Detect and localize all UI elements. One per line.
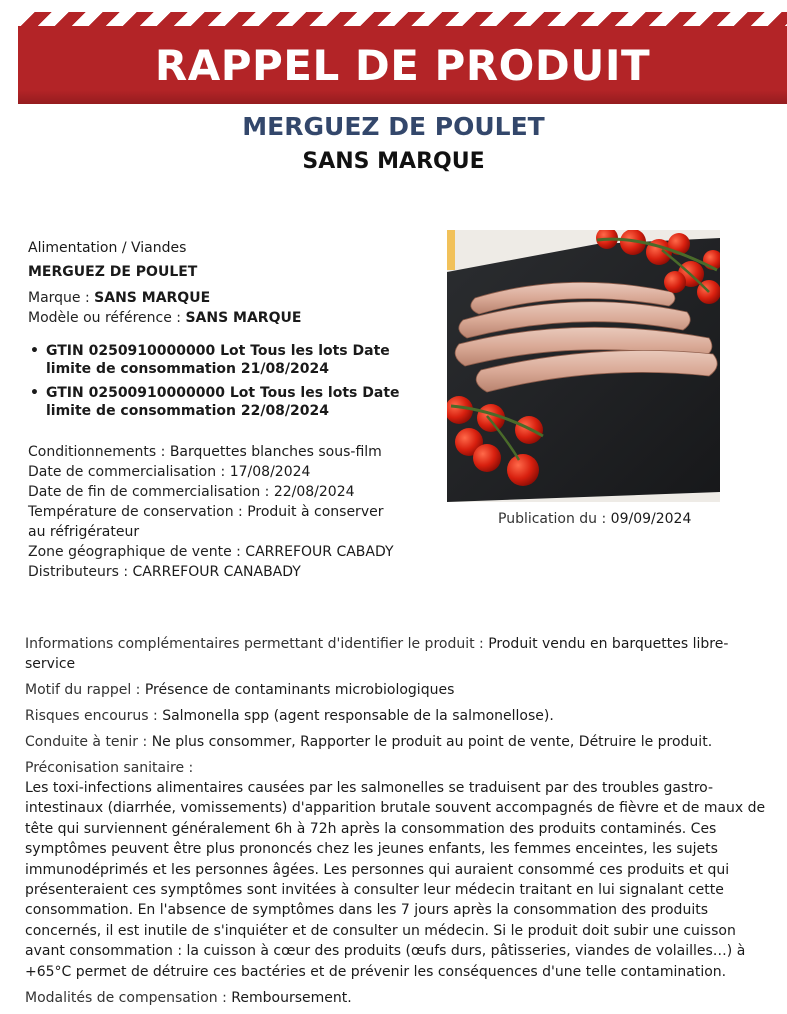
date-com-value: 17/08/2024	[229, 464, 311, 480]
motif-value: Présence de contaminants microbiologiques	[144, 682, 455, 698]
distributeurs-label: Distributeurs :	[28, 564, 133, 580]
banner-stripes	[18, 12, 787, 26]
product-photo	[447, 230, 720, 502]
modalites-value: Remboursement.	[231, 990, 352, 1007]
modele-label: Modèle ou référence :	[28, 310, 186, 326]
infos-label: Informations complémentaires permettant d'identifier le produit :	[25, 636, 489, 652]
risques-value: Salmonella spp (agent responsable de la salmonellose).	[162, 708, 554, 724]
date-fin-value: 22/08/2024	[273, 484, 355, 500]
temperature-label: Température de conservation :	[28, 504, 248, 520]
gtin-list	[28, 342, 413, 420]
distributeurs-value: CARREFOUR CANABADY	[132, 564, 301, 580]
motif-row	[25, 680, 775, 700]
marque-row	[28, 288, 413, 308]
info-product-name: MERGUEZ DE POULET	[28, 264, 198, 280]
temperature-value: Produit à conserver au réfrigérateur	[28, 504, 384, 540]
motif-label: Motif du rappel :	[25, 682, 145, 698]
modele-row	[28, 308, 413, 328]
infos-row	[25, 634, 775, 674]
product-brand-heading: SANS MARQUE	[302, 149, 485, 174]
conduite-value: Ne plus consommer, Rapporter le produit au point de vente, Détruire le produit.	[151, 734, 713, 750]
temperature-row	[28, 502, 388, 542]
date-com-row	[28, 462, 413, 482]
product-details	[28, 442, 413, 582]
recall-details	[25, 634, 775, 1014]
conditionnements-label: Conditionnements :	[28, 444, 170, 460]
publication-label: Publication du :	[498, 511, 611, 527]
infos-value: Produit vendu en barquettes libre-service	[25, 636, 729, 672]
conduite-label: Conduite à tenir :	[25, 734, 152, 750]
banner-title: RAPPEL DE PRODUIT	[154, 41, 651, 90]
conditionnements-value: Barquettes blanches sous-film	[169, 444, 382, 460]
risques-label: Risques encourus :	[25, 708, 163, 724]
marque-value: SANS MARQUE	[94, 290, 211, 306]
conduite-row	[25, 732, 775, 752]
recall-banner	[18, 12, 787, 104]
risques-row	[25, 706, 775, 726]
date-fin-row	[28, 482, 413, 502]
conditionnements-row	[28, 442, 413, 462]
zone-row	[28, 542, 413, 562]
zone-label: Zone géographique de vente :	[28, 544, 246, 560]
zone-value: CARREFOUR CABADY	[245, 544, 394, 560]
modele-value: SANS MARQUE	[185, 310, 302, 326]
gtin-item: • GTIN 0250910000000 Lot Tous les lots Date limite de consommation 21/08/2024	[46, 342, 413, 378]
marque-label: Marque :	[28, 290, 95, 306]
product-info	[28, 238, 413, 582]
product-name-heading: MERGUEZ DE POULET	[242, 112, 545, 141]
modalites-label: Modalités de compensation :	[25, 990, 232, 1007]
preconisation-label: Préconisation sanitaire :	[25, 760, 194, 776]
distributeurs-row	[28, 562, 413, 582]
publication-value: 09/09/2024	[610, 511, 692, 527]
category: Alimentation / Viandes	[28, 240, 187, 256]
preconisation-text: Les toxi-infections alimentaires causées par les salmonelles se traduisent par des troubles gastro-intestinaux (diarrhée, vomissements) d'apparition brutale souvent accompagnés de fièvre et de maux de tête qui surviennent généralement 6h à 72h après la consommation des produits contaminés. Ces symptômes peuvent être plus prononcés chez les jeunes enfants, les femmes enceintes, les sujets immunodéprimés et les personnes âgées. Les personnes qui auraient consommé ces produits et qui présenteraient ces symptômes sont invitées à consulter leur médecin traitant en lui signalant cette consommation. En l'absence de symptômes dans les 7 jours après la consommation des produits concernés, il est inutile de s'inquiéter et de consulter un médecin. Si le produit doit subir une cuisson avant consommation : la cuisson à cœur des produits (œufs durs, pâtisseries, viandes de volailles…) à +65°C permet de détruire ces bactéries et de prévenir les conséquences d'une telle contamination.	[25, 780, 766, 980]
date-com-label: Date de commercialisation :	[28, 464, 230, 480]
sausages-on-slate-image	[447, 230, 720, 502]
date-fin-label: Date de fin de commercialisation :	[28, 484, 274, 500]
gtin-item: • GTIN 02500910000000 Lot Tous les lots Date limite de consommation 22/08/2024	[46, 384, 413, 420]
modalites-row	[25, 988, 775, 1008]
publication-date	[498, 510, 691, 528]
